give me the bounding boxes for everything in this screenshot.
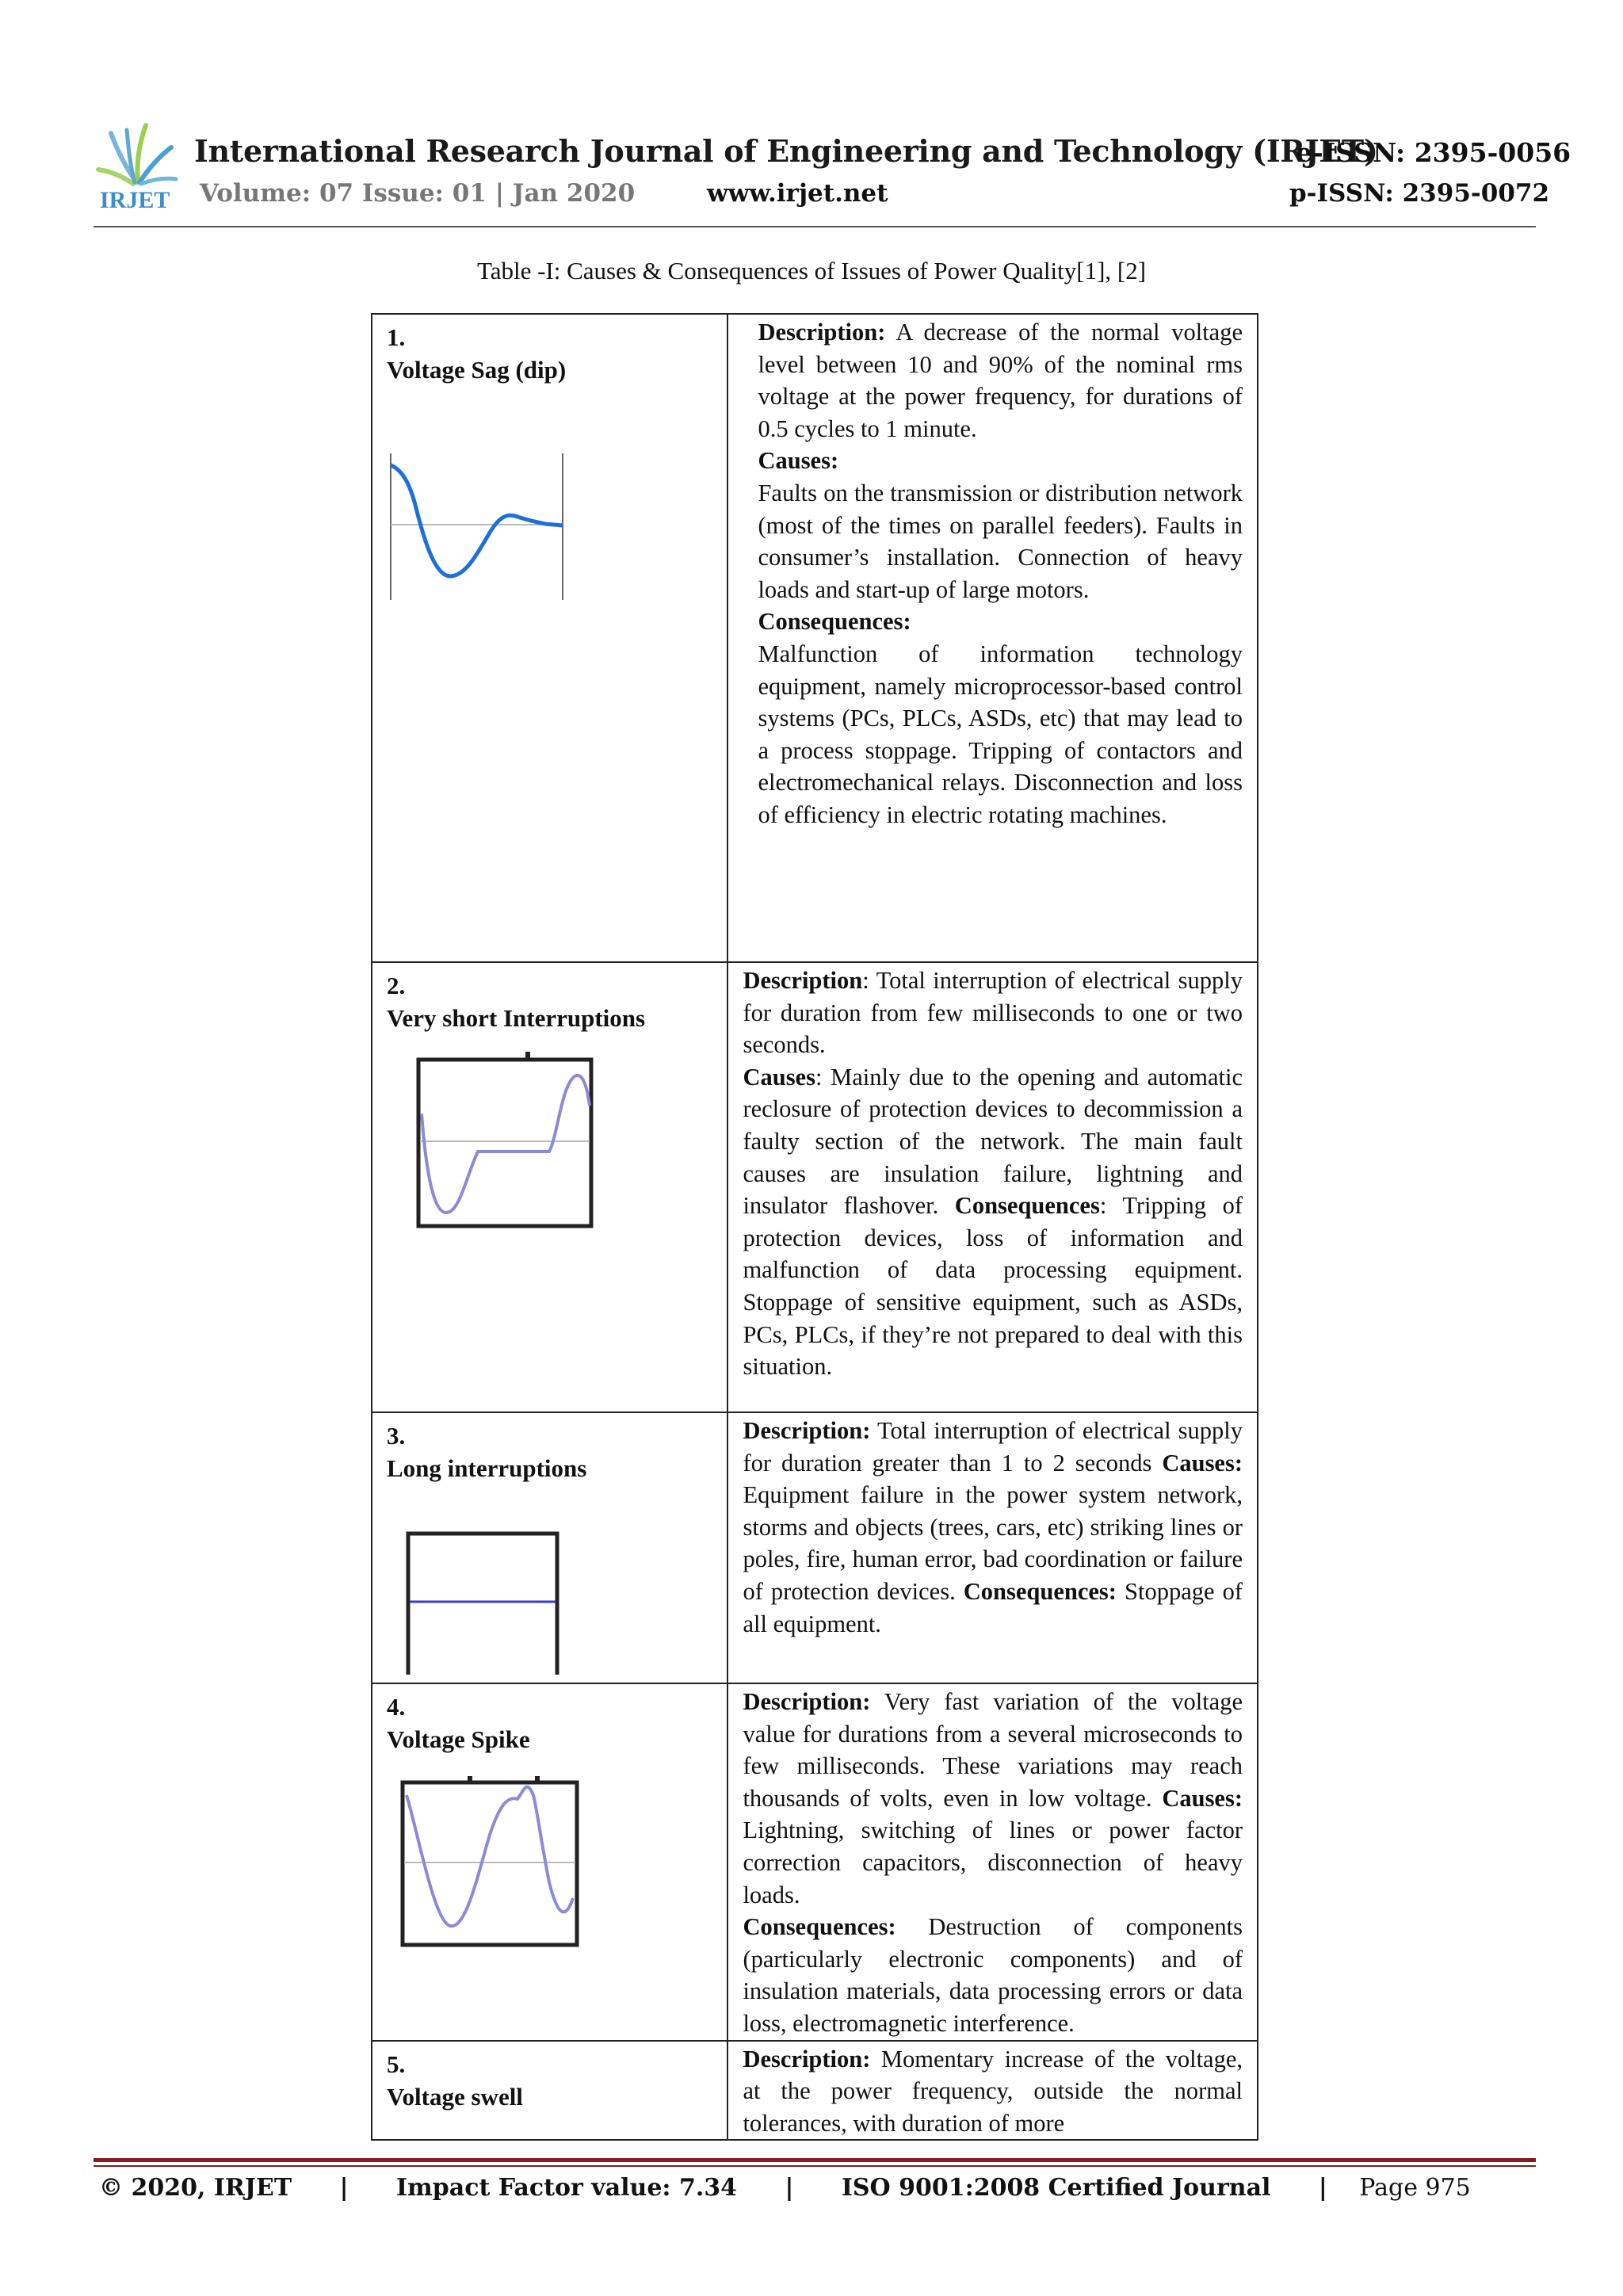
power-quality-table — [371, 313, 1258, 2141]
description-text: Total interruption of electrical supply for duration greater than 1 to 2 seconds — [743, 1417, 1243, 1477]
consequences-label: Consequences: — [743, 1913, 896, 1941]
row-number: 5. — [387, 2050, 406, 2078]
description-label: Description: — [743, 2045, 871, 2073]
causes-text: : Mainly due to the opening and automatic reclosure of protection devices to decommission a faulty section of the network. The main fault causes are insulation failure, lightning and insulator flashover. — [743, 1063, 1243, 1220]
issue-cell — [372, 1412, 727, 1683]
description-label: Description: — [758, 319, 886, 346]
details-cell — [727, 1412, 1258, 1683]
header-divider — [94, 226, 1536, 227]
footer-separator: | — [339, 2174, 349, 2202]
footer-divider — [94, 2158, 1536, 2162]
consequences-text: : Tripping of protection devices, loss of information and malfunction of data processing equipment. Stoppage of sensitive equipment, such as ASDs, PCs, PLCs, if they’re not prepared to deal with this situation. — [743, 1192, 1243, 1381]
row-title: Very short Interruptions — [387, 1004, 646, 1032]
svg-text:IRJET: IRJET — [100, 187, 170, 212]
consequences-text: Stoppage of all equipment. — [743, 1577, 1243, 1637]
causes-paragraph — [743, 1061, 1243, 1383]
volume-issue: Volume: 07 Issue: 01 | Jan 2020 — [200, 179, 636, 208]
table-caption: Table -I: Causes & Consequences of Issues of Power Quality[1], [2] — [476, 257, 1147, 285]
pissn: p-ISSN: 2395-0072 — [1289, 179, 1550, 208]
issue-cell — [372, 962, 727, 1412]
row-title: Voltage Sag (dip) — [387, 356, 567, 384]
table-row — [372, 962, 1258, 1412]
long-interruption-waveform — [391, 1516, 589, 1675]
row-title: Voltage Spike — [387, 1725, 530, 1753]
row-title: Long interruptions — [387, 1454, 587, 1482]
details-cell — [727, 962, 1258, 1412]
eissn: e-ISSN: 2395-0056 — [1296, 137, 1571, 168]
causes-text: Faults on the transmission or distribution network (most of the times on parallel feeders). Faults in consumer’s installation. Connection of heavy loads and start-up of large motors. — [758, 479, 1243, 603]
footer-copyright: © 2020, IRJET — [99, 2174, 292, 2202]
row-number: 1. — [387, 323, 406, 351]
table-row — [372, 2041, 1258, 2141]
footer-impact-factor: Impact Factor value: 7.34 — [396, 2174, 738, 2202]
description-text: Momentary increase of the voltage, at the power frequency, outside the normal tolerances, with duration of more — [743, 2045, 1243, 2137]
consequences-label: Consequences: — [963, 1577, 1117, 1605]
description-label: Description: — [743, 1688, 871, 1715]
details-cell — [727, 314, 1258, 962]
voltage-sag-waveform — [387, 449, 585, 608]
table-row — [372, 1683, 1258, 2041]
consequences-label: Consequences — [954, 1192, 1100, 1220]
description-text: A decrease of the normal voltage level between 10 and 90% of the nominal rms voltage at the power frequency, for durations of 0.5 cycles to 1 minute. — [758, 319, 1243, 442]
row-number: 4. — [387, 1693, 406, 1721]
issue-cell — [372, 2041, 727, 2141]
causes-label: Causes: — [758, 447, 839, 475]
voltage-spike-waveform — [391, 1763, 589, 1954]
irjet-logo — [94, 119, 179, 212]
causes-label: Causes: — [1162, 1449, 1243, 1477]
website-link[interactable]: www.irjet.net — [707, 179, 888, 208]
row-number: 3. — [387, 1422, 406, 1450]
footer-separator: | — [1318, 2174, 1327, 2202]
footer-iso: ISO 9001:2008 Certified Journal — [841, 2174, 1271, 2202]
interruption-waveform — [403, 1042, 601, 1232]
description-text: : Total interruption of electrical supply for duration from few milliseconds to one or two seconds. — [743, 967, 1243, 1059]
footer-separator: | — [785, 2174, 794, 2202]
consequences-paragraph — [743, 1911, 1243, 2039]
consequences-label: Consequences: — [758, 608, 911, 636]
row-title: Voltage swell — [387, 2082, 523, 2111]
table-row — [372, 314, 1258, 962]
footer-page-number: Page 975 — [1359, 2174, 1471, 2202]
description-label: Description: — [743, 1417, 871, 1444]
description-text: Very fast variation of the voltage value for durations from a several microseconds to few milliseconds. These variations may reach thousands of volts, even in low voltage. — [743, 1688, 1243, 1812]
footer-divider-thin — [94, 2165, 1536, 2167]
page-footer — [99, 2174, 1471, 2202]
issue-cell — [372, 1683, 727, 2041]
description-label: Description — [743, 967, 863, 994]
causes-text: Equipment failure in the power system network, storms and objects (trees, cars, etc) striking lines or poles, fire, human error, bad coordination or failure of protection devices. — [743, 1481, 1243, 1605]
table-row — [372, 1412, 1258, 1683]
consequences-text: Malfunction of information technology equipment, namely microprocessor-based control systems (PCs, PLCs, ASDs, etc) that may lead to a process stoppage. Tripping of contactors and electromechanical relays. Disconnection and loss of efficiency in electric rotating machines. — [758, 640, 1243, 828]
causes-label: Causes: — [1162, 1784, 1243, 1812]
consequences-text: Destruction of components (particularly electronic components) and of insulation materials, data processing errors or data loss, electromagnetic interference. — [743, 1913, 1243, 2037]
causes-text: Lightning, switching of lines or power factor correction capacitors, disconnection of heavy loads. — [743, 1817, 1243, 1908]
issue-cell — [372, 314, 727, 962]
details-cell — [727, 1683, 1258, 2041]
row-number: 2. — [387, 972, 406, 999]
details-cell — [727, 2041, 1258, 2141]
causes-label: Causes — [743, 1063, 815, 1091]
journal-title: International Research Journal of Engineering and Technology (IRJET) — [194, 133, 1378, 169]
